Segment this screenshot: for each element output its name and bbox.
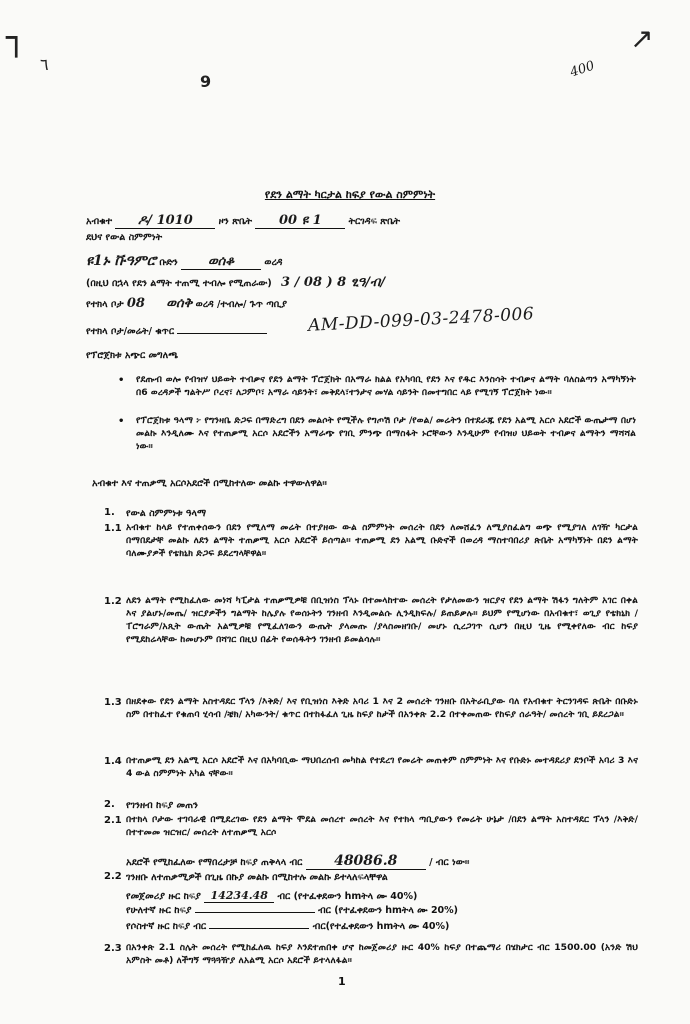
project-summary-heading: የፕሮጀክቱ አጭር መግለጫ: [86, 350, 179, 361]
clause-1-2: ለደን ልማት የሚከፈለው መነሻ ካፒታል ተጠቃሚዎቹ በቢዝነስ ፕላኑ በተመላከተው መሰረት የታለመውን ዝርያና የደን ልማት ሽፋን ግለትም አገር በቀል እና ያልሆኑ/መጤ/ ዝርያዎችን ግልማት ከሌያሉ የወሰኑትን ገንዘብ እንዲመልሱ ሊንዲክፍሉ/ ይጠይቃሉ፡፡ ይህም የሚሆነው በአብቁተ፣ ወጊያ የቴክኒክ /ፐሮግራም/አጺት ውጤት አልሚዎቹ የሚፈለገውን ውጤት ያላመጡ /ያላስመዘገቡ/ መሆኑ ሲረጋገጥ ሲሆን በዚህ ጊዜ የሚቀየለው ብር ከፍያ የሚደከሬላቸው ከመሆኑም በሻገር በዚህ በፊት የወሰዱትን ገንዘብ ይመልሳሉ፡፡: [126, 595, 638, 645]
clause-2-3: በአንቀጽ 2.1 ስሌት መሰረት የሚከፈለዉ ከፍያ እንደተጠበቀ ሆኖ ከመጀመሪያ ዙር 40% ከፍያ በተጨማሪ በሄክታር ብር 1500.00 (አንድ ሽህ አምስት መቶ) ለችግኝ ማጓጓዥያ ለአልሚ አርሶ አደሮች ይተላለፋል፡፡: [126, 942, 638, 966]
handwritten-date: 3 / 08 ) 8 ፂዓ/ብ/: [281, 275, 386, 290]
intro-line: አብቁተ እና ተጠቃሚ አርሶአደሮች በሚከተለው መልኩ ተዋውለዋል፡፡: [92, 478, 327, 489]
clause-1-1: አብቁተ ከላይ የተጠቀሰውን በደን የሚለማ መሬት በተያዘው ውል ስምምነት መሰረት በደን ለመሸፈን ለሚያስፈልግ ወጭ የሚያገለ ለገዥ ካርታል በማበደታቸ መልኩ ለደን ልማት ተጠቃሚ አርሶ አደሮች ይሰጣል፡፡ ተጠቃሚ ደን አልሚ ቡድኖች በወረዳ ማስተባበሪያ ጽቤት አማካኝነት በደን ልማት ባለሙያዎች የቴክኒክ ድጋፍ ይደረግላቸዋል፡፡: [126, 522, 638, 559]
form-line-1: አብቁተ ዶ/ 1010 ዞን ጽቤት 00 ዩ 1 ትርገዳፍ ጽቤት: [86, 213, 401, 228]
field-6-blank: [177, 333, 267, 334]
section-1-title: የውል ስምምነቱ ዓላማ: [126, 508, 207, 519]
payment-3-blank: [209, 928, 309, 929]
payment-3-line: የሶስተኛ ዙር ከፍያ ብር ብር(የተፈቀደውን hmትላ ሙ 40%): [126, 921, 450, 932]
form-line-3: ዩ1ኑ ቩዓምሮ ቡድን ወሰቆ ወረዳ: [86, 253, 283, 269]
page-number: 1: [338, 975, 346, 988]
field-2-blank: [255, 213, 345, 229]
top-number-mark: 9: [200, 72, 212, 91]
section-2-title: የገንዘብ ከፍያ መጠን: [126, 800, 199, 811]
payment-1-blank: [204, 889, 274, 903]
form-line-5: የተክላ ቦታ 08 ወሰቅ ወረዳ /ተብሎ/ ጉጥ ጣቢያ: [86, 296, 287, 311]
clause-1-4: በተጠቃሚ ደን አልሚ አርሶ አደሮች እና በአካባቢው ማህበረሰብ መካከል የተደረገ የመሬት መጠቀም ስምምነት እና የቡድኑ መተዳደሪያ ደንቦች አባሪ 3 እና 4 ውል ስምምነት አካል ናቸው፡፡: [126, 755, 638, 779]
clause-2-1: በተክላ ቦታው ተገባራዊ በሚደረገው የደን ልማት ሞደል መሰረተ መሰረት እና የተክላ ጣቢያውን የመሬት ሁኔታ /በደን ልማት አስተዳደር ፕላን /እቅድ/ በተተመመ ዝርዝር/ መሰረት ለተጠቃሚ አርሶ: [126, 814, 638, 838]
top-left-bracket-mark: ┐: [6, 18, 27, 58]
clause-1-2-number: 1.2: [104, 596, 122, 607]
top-left-scribble: ٦: [40, 55, 49, 74]
clause-2-1-number: 2.1: [104, 815, 122, 826]
handwritten-sign: ወሰቆ: [207, 254, 235, 269]
clause-2-2-number: 2.2: [104, 871, 122, 882]
clause-2-3-number: 2.3: [104, 943, 122, 954]
handwritten-field-5: ወሰቅ: [166, 296, 193, 311]
document-title: የደን ልማት ካርታል ከፍያ የውል ስምምነት: [264, 188, 436, 201]
clause-2-1-amount-line: አደሮች የሚከፈለው የማበረታቻ ከፍያ ጠቅላላ ብር 48086.8 / ብር ነው፡፡: [126, 853, 470, 869]
payment-1-line: የመጀመሪያ ዙር ከፍያ 14234.48 ብር (የተፈቀደውን hmትላ ሙ 40%): [126, 889, 418, 902]
top-right-arrow-mark: ↗: [630, 22, 654, 55]
amount-1-blank: [306, 853, 426, 870]
handwritten-field-4: 08: [126, 296, 145, 311]
section-1-number: 1.: [104, 507, 115, 518]
form-line-2: ደህና የውል ስምምነት: [86, 232, 163, 243]
handwritten-field-2: 00 ዩ 1: [278, 213, 322, 228]
handwritten-reference-code: AM-DD-099-03-2478-006: [307, 304, 535, 336]
bullet-paragraph-2: የፕሮጀክቱ ዓላማ ፦ የግንዛቤ ድጋፍ በማድረግ በደን መልሶት የሚችሉ የግጦሽ ቦታ /የወል/ መሬትን በተደራጁ የደን አልሚ አርሶ አደሮች ውጤታማ በሆነ መልኩ እንዲለሙ እና የተጠቃሚ አርሶ አደሮችን አማራጭ የገቢ ምንጭ በማስፋት ኑሮቸውን እንዲሁም የብዝሀ ህይወት ተብቃና ልማትን ማሻሻል ነው፡፡: [136, 415, 636, 452]
form-line-6: የተክላ ቦታ/መሬት/ ቁጥር: [86, 326, 267, 337]
top-right-handwritten-note: 400: [568, 58, 597, 81]
handwritten-name: ዩ1ኑ ቩዓምሮ: [86, 253, 157, 269]
payment-2-line: የሁለተኛ ዙር ከፍያ ብር (የተፈቀደውን hmትላ ሙ 20%): [126, 905, 459, 916]
handwritten-amount-1: 48086.8: [334, 853, 398, 869]
clause-1-3-number: 1.3: [104, 697, 122, 708]
payment-2-blank: [195, 912, 315, 913]
form-line-4: (በዚህ በኋላ የደን ልማት ተጠሚ ተብሎ የሚጠራው) 3 / 08 ) 8 ፂዓ/ብ/: [86, 275, 386, 290]
handwritten-field-1: ዶ/ 1010: [137, 213, 193, 228]
handwritten-amount-2: 14234.48: [210, 889, 268, 902]
section-2-number: 2.: [104, 799, 115, 810]
bullet-paragraph-1: የደጡብ ወሎ የብዝሃ ህይወት ተብቃና የደን ልማት ፕሮጀክት በአማራ ክልል የአካባቢ የደን እና የዱር እንስሳት ተብቃና ልማት ባለስልጣን አማካኝነት በ6 ወረዳዎች ግልትሥ ቦረና፣ ለጋምቦ፣ አማራ ሳይንት፣ መቅደላ፣ተንታና መሃል ሳይንት በመተግበር ላይ የሚገኝ ፕሮጀክት ነው፡፡: [136, 374, 636, 398]
clause-1-3: በዘደቀው የደን ልማት አስተዳደር ፕላን /እቅድ/ እና የቢዝነስ እቅድ አባሪ 1 እና 2 መሰረት ገንዘቡ በአትራቢያው ባለ የአብቁተ ትርንገዳፍ ጽቤት በቡድኑ ስም በተከፈተ የቁጠባ ሂሳብ /ቼክ/ አካውንት/ ቁጥር በተከፋፈለ ጊዜ ከፍያ ከታች በአንቀጽ 2.2 በተቀመጠው የከፍያ ሰራዓት/ መሰረት ገቢ ይደረጋል፡፡: [126, 696, 638, 720]
bullet-marker: •: [118, 416, 125, 427]
clause-2-2: ገንዘቡ ለተጠቃሚዎች በጊዜ በኩያ መልኩ በሚከተሉ መልኩ ይተላለፍላቸዋል: [126, 872, 388, 883]
clause-1-4-number: 1.4: [104, 756, 122, 767]
clause-1-1-number: 1.1: [104, 523, 122, 534]
bullet-marker: •: [118, 375, 125, 386]
field-3-blank: [181, 254, 261, 270]
field-1-blank: [115, 213, 215, 229]
